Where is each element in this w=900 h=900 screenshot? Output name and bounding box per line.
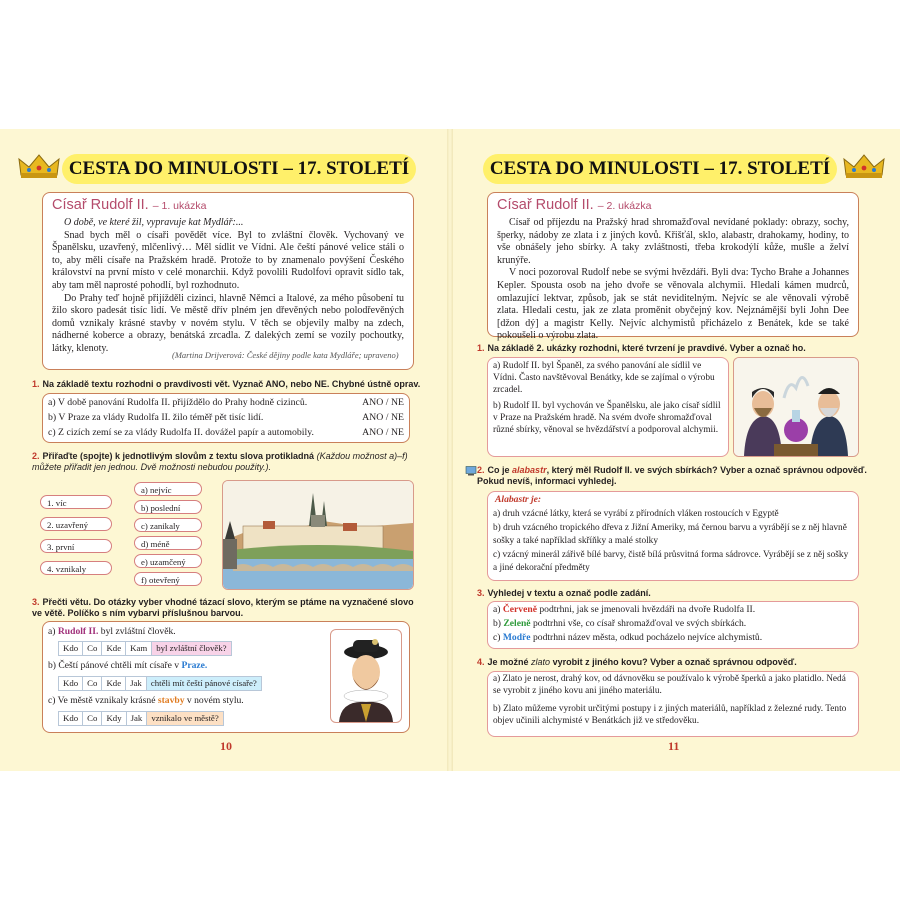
question-2: 2. Co je alabastr, který měl Rudolf II. ve svých sbírkách? Vyber a označ správnou odpověď. Pokud nevíš, informaci vyhledej. bbox=[477, 465, 867, 486]
option-pill[interactable]: d) méně bbox=[134, 536, 202, 550]
q3-a-sentence: a) Rudolf II. byl zvláštní člověk. bbox=[48, 626, 176, 637]
word-cell[interactable]: Jak bbox=[125, 676, 146, 691]
q1-row[interactable]: b) V Praze za vlády Rudolfa II. žilo téměř pět tisíc lidí. ANO / NE bbox=[48, 412, 404, 423]
page-banner: CESTA DO MINULOSTI – 17. STOLETÍ bbox=[483, 154, 837, 184]
q2-option-a[interactable]: a) druh vzácné látky, která se vyrábí z přírodních vláken rostoucích v Egyptě bbox=[493, 509, 779, 519]
q3-a-table bbox=[58, 641, 232, 656]
word-cell[interactable]: Kdo bbox=[58, 641, 82, 656]
question-1: 1. Na základě 2. ukázky rozhodni, které tvrzení je pravdivé. Vyber a označ ho. bbox=[477, 343, 806, 353]
question-3: 3. Vyhledej v textu a označ podle zadání. bbox=[477, 588, 651, 598]
q3-task-c[interactable]: c) Modře podtrhni název města, odkud pocházelo nejvíce alchymistů. bbox=[493, 632, 763, 643]
left-page bbox=[0, 129, 447, 771]
q3-task-a[interactable]: a) Červeně podtrhni, jak se jmenovali hvězdáři na dvoře Rudolfa II. bbox=[493, 604, 756, 615]
page-number: 10 bbox=[220, 739, 232, 753]
alchemists-illustration bbox=[734, 358, 858, 456]
question-cell: chtěli mít čeští pánové císaře? bbox=[146, 676, 262, 691]
word-pill[interactable]: 2. uzavřený bbox=[40, 517, 112, 531]
word-cell[interactable]: Co bbox=[82, 711, 101, 726]
q3-b-table bbox=[58, 676, 262, 691]
word-pill[interactable]: 1. víc bbox=[40, 495, 112, 509]
q4-option-a[interactable]: a) Zlato je nerost, drahý kov, od dávnověku se používalo k výrobě šperků a jako platidlo. Nedá se vyrobit z jiného kovu ani jiného materiálu. bbox=[493, 674, 846, 696]
reading-text: O době, ve které žil, vypravuje kat Mydlář:... Snad bych měl o císaři povědět více. Byl to zvláštní člověk. Vychovaný ve Španělsku, uzavřený, mlčenlivý… Měl sídlit ve Vídni. Ale čeští pánové velice stáli o to, aby měli císaře na Pražském hradě. Protože to by znamenalo povýšení Českého království na první místo v celé monarchii. Když povolili Rudolfovi opravit sídlo tak, aby tam měl naprosté pohodlí, byl rozhodnuto. Do Prahy teď hojně přijížděli cizinci, hlavně Němci a Italové, za mého působení tu žilo skoro padesát tisíc lidí. Ve městě dřív plném jen dřevěných nebo polodřevěných domů vznikaly krásné stavby v novém stylu. V těch se objevily malby na zdech, nádherné koberce a obrazy, benátská zrcadla. Z dalekých zemí se vozily pochoutky, látky, klenoty. bbox=[52, 217, 404, 354]
word-pill[interactable]: 3. první bbox=[40, 539, 112, 553]
prague-castle-image bbox=[222, 480, 414, 590]
word-cell[interactable]: Kdy bbox=[101, 711, 125, 726]
question-cell: vznikalo ve městě? bbox=[146, 711, 223, 726]
page-banner: CESTA DO MINULOSTI – 17. STOLETÍ bbox=[62, 154, 416, 184]
word-cell[interactable]: Kam bbox=[125, 641, 151, 656]
section-title: Císař Rudolf II. – 2. ukázka bbox=[497, 197, 652, 213]
word-cell[interactable]: Kdo bbox=[58, 676, 82, 691]
q3-c-table bbox=[58, 711, 224, 726]
word-cell[interactable]: Jak bbox=[126, 711, 147, 726]
word-cell[interactable]: Co bbox=[82, 641, 101, 656]
question-1: 1. Na základě textu rozhodni o pravdivosti vět. Vyznač ANO, nebo NE. Chybné ústně oprav. bbox=[32, 379, 421, 389]
question-4: 4. Je možné zlato vyrobit z jiného kovu? Vyber a označ správnou odpověď. bbox=[477, 657, 797, 667]
q1-option-b[interactable]: b) Rudolf II. byl vychován ve Španělsku, ale jako císař sídlil v Praze na Pražském hradě. Na svém dvoře shromažďoval různé sbírky, věnoval se hvězdářství a podporoval alchymii. bbox=[493, 401, 721, 435]
q2-option-b[interactable]: b) druh vzácného tropického dřeva z Jižní Ameriky, má černou barvu a vyrábějí se z něj hlavně sošky a také například skříňky a malé stolky bbox=[493, 523, 847, 546]
crown-icon bbox=[843, 153, 885, 179]
section-title: Císař Rudolf II. – 1. ukázka bbox=[52, 197, 207, 213]
option-pill[interactable]: e) uzamčený bbox=[134, 554, 202, 568]
q3-task-b[interactable]: b) Zeleně podtrhni vše, co císař shromažďoval ve svých sbírkách. bbox=[493, 618, 747, 629]
book-spread bbox=[0, 129, 900, 771]
question-3: 3. Přečti větu. Do otázky vyber vhodné tázací slovo, kterým se ptáme na vyznačené slovo ve větě. Políčko s ním vybarvi příslušnou barvou. bbox=[32, 597, 414, 618]
prague-castle-illustration bbox=[223, 481, 413, 589]
crown-icon bbox=[18, 153, 60, 179]
emperor-portrait-illustration bbox=[331, 630, 401, 722]
page-number: 11 bbox=[668, 739, 680, 753]
source-citation: (Martina Drijverová: České dějiny podle kata Mydláře; upraveno) bbox=[172, 350, 399, 360]
option-pill[interactable]: f) otevřený bbox=[134, 572, 202, 586]
q1-option-a[interactable]: a) Rudolf II. byl Španěl, za svého panování ale sídlil ve Vídni. Často navštěvoval Benátky, kde se zajímal o výrobu zrcadel. bbox=[493, 361, 715, 395]
option-pill[interactable]: a) nejvíc bbox=[134, 482, 202, 496]
question-cell: byl zvláštní člověk? bbox=[151, 641, 231, 656]
question-2: 2. Přiřaďte (spojte) k jednotlivým slovům z textu slova protikladná (Každou možnost a)–f) můžete přiřadit jen jednou. Dvě možnosti nebudou použity.). bbox=[32, 451, 408, 472]
word-cell[interactable]: Co bbox=[82, 676, 101, 691]
reading-text: Císař od příjezdu na Pražský hrad shromažďoval nevídané poklady: obrazy, sochy, šperky, nádoby ze zlata i z jiných kovů. Křišťál, sklo, alabastr, drahokamy, hodiny, to vše obnášely jeho sbírky. A taky zvláštnosti, třeba krokodýlí kůže, mušle a želví krunýře. V noci pozoroval Rudolf nebe se svými hvězdáři. Byli dva: Tycho Brahe a Johannes Kepler. Spousta osob na jeho dvoře se věnovala alchymii. Hledali kámen mudrců, omlazující lektvar, způsob, jak se stát neviditelným. Nejvíc se ale věnovali výrobě zlata. Hledali cestu, jak ze zlata proměnit obyčejný kov. Nejznámější byli John Dee [džon dý] a magistr Kelly. Nejvíc alchymistů přicházelo z Benátek, kde se také pokoušeli o výrobu zlata. bbox=[497, 217, 849, 342]
computer-icon bbox=[465, 466, 477, 476]
q3-c-sentence: c) Ve městě vznikaly krásné stavby v novém stylu. bbox=[48, 695, 244, 706]
q2-option-c[interactable]: c) vzácný minerál zářivě bílé barvy, čistě bílá průsvitná forma sádrovce. Vyrábějí se z něj sošky a jiné dekorační předměty bbox=[493, 550, 849, 573]
alchemists-image bbox=[733, 357, 859, 457]
right-page bbox=[453, 129, 900, 771]
option-pill[interactable]: b) poslední bbox=[134, 500, 202, 514]
q3-b-sentence: b) Čeští pánové chtěli mít císaře v Praze. bbox=[48, 660, 208, 671]
word-cell[interactable]: Kde bbox=[101, 641, 125, 656]
q1-row[interactable]: c) Z cizích zemí se za vlády Rudolfa II. dovážel papír a automobily. ANO / NE bbox=[48, 427, 404, 438]
q2-lead: Alabastr je: bbox=[495, 494, 542, 505]
rudolf-portrait bbox=[330, 629, 402, 723]
option-pill[interactable]: c) zanikaly bbox=[134, 518, 202, 532]
q1-row[interactable]: a) V době panování Rudolfa II. přijíždělo do Prahy hodně cizinců. ANO / NE bbox=[48, 397, 404, 408]
word-pill[interactable]: 4. vznikaly bbox=[40, 561, 112, 575]
word-cell[interactable]: Kde bbox=[101, 676, 125, 691]
q4-option-b[interactable]: b) Zlato můžeme vyrobit určitými postupy i z jiných materiálů, například z železné rudy. Tento objev učinili alchymisté v Benátkách již ve středověku. bbox=[493, 704, 847, 726]
word-cell[interactable]: Kdo bbox=[58, 711, 82, 726]
